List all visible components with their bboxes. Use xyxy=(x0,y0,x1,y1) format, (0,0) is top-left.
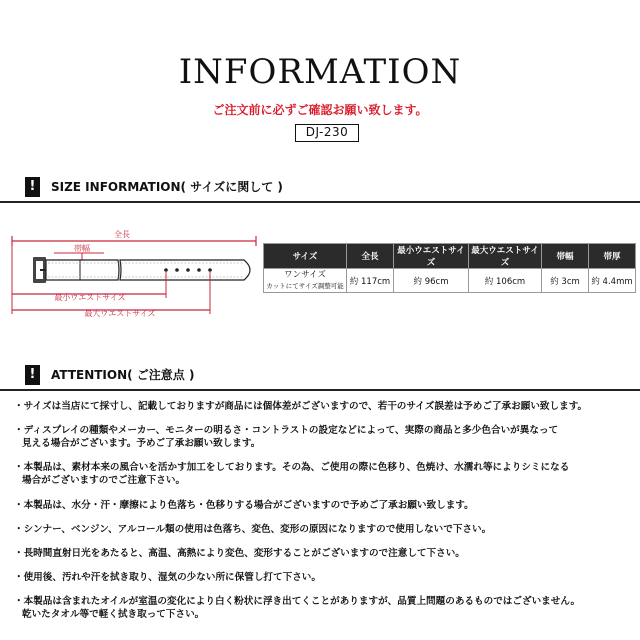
size-note: カットにてサイズ調整可能 xyxy=(266,281,344,290)
total-length-label: 全長 xyxy=(114,230,130,239)
note-item xyxy=(14,424,630,450)
header-width: 帯幅 xyxy=(542,244,589,269)
size-value: ワンサイズ xyxy=(284,269,326,280)
note-item xyxy=(14,547,630,560)
note-line: ・シンナー、ベンジン、アルコール類の使用は色落ち、変色、変形の原因になりますので使用しないで下さい。 xyxy=(14,523,492,535)
cell-min-waist: 約 96cm xyxy=(394,269,469,293)
divider xyxy=(0,201,640,203)
note-line: 見える場合がございます。予めご了承お願い致します。 xyxy=(22,438,261,450)
order-warning: ご注文前に必ずご確認お願い致します。 xyxy=(212,103,428,117)
attention-section-header xyxy=(0,362,640,390)
belt-width-label: 帯幅 xyxy=(74,244,90,253)
note-item xyxy=(14,571,630,584)
attention-section-heading: ATTENTION( ご注意点 ) xyxy=(51,368,195,382)
size-section-header xyxy=(0,174,640,202)
cell-max-waist: 約 106cm xyxy=(469,269,542,293)
cell-thickness: 約 4.4mm xyxy=(589,269,636,293)
note-line: ・使用後、汚れや汗を拭き取り、湿気の少ない所に保管し打て下さい。 xyxy=(14,572,321,584)
header-thickness: 帯厚 xyxy=(589,244,636,269)
note-item xyxy=(14,400,630,413)
belt-diagram xyxy=(0,222,262,322)
note-item xyxy=(14,523,630,536)
note-item xyxy=(14,595,630,621)
size-section-heading: SIZE INFORMATION( サイズに関して ) xyxy=(51,180,283,194)
note-line: ・長時間直射日光をあたると、高温、高熱により変色、変形することがございますので注意して下さい。 xyxy=(14,547,465,559)
header-total-length: 全長 xyxy=(347,244,394,269)
size-table-row xyxy=(264,269,636,293)
header-size: サイズ xyxy=(264,244,347,269)
cell-total-length: 約 117cm xyxy=(347,269,394,293)
size-table xyxy=(263,243,636,293)
note-item xyxy=(14,499,630,512)
cell-size xyxy=(264,269,347,293)
divider xyxy=(0,389,640,391)
cell-width: 約 3cm xyxy=(542,269,589,293)
note-line: ・本製品は、水分・汗・摩擦により色落ち・色移りする場合がございますので予めご了承お願い致します。 xyxy=(14,499,474,511)
attention-notes xyxy=(14,400,630,633)
note-line: ・本製品は含まれたオイルが室温の変化により白く粉状に浮き出てくことがありますが、品質上問題のあるものではございません。 xyxy=(14,596,581,608)
max-waist-label: 最大ウエストサイズ xyxy=(84,309,156,318)
page-title: INFORMATION xyxy=(178,52,462,92)
note-line: ・本製品は、素材本来の風合いを活かす加工をしております。その為、ご使用の際に色移り、色焼け、水濡れ等によりシミになる xyxy=(14,462,570,474)
note-line: ・サイズは当店にて採寸し、記載しておりますが商品には個体差がございますので、若干のサイズ誤差は予めご了承お願い致します。 xyxy=(14,401,588,412)
header-min-waist: 最小ウエストサイズ xyxy=(394,244,469,269)
header-max-waist: 最大ウエストサイズ xyxy=(469,244,542,269)
min-waist-label: 最小ウエストサイズ xyxy=(54,293,126,302)
size-table-header-row xyxy=(264,244,636,269)
product-code: DJ-230 xyxy=(295,124,359,142)
note-line: ・ディスプレイの種類やメーカー、モニターの明るさ・コントラストの設定などによって、実際の商品と多少色合いが異なって xyxy=(14,425,559,437)
note-item xyxy=(14,461,630,487)
exclamation-icon: ! xyxy=(25,365,40,385)
note-line: 場合がございますのでご注意下さい。 xyxy=(22,475,186,487)
note-line: 乾いたタオル等で軽く拭き取って下さい。 xyxy=(22,609,205,621)
exclamation-icon: ! xyxy=(25,177,40,197)
